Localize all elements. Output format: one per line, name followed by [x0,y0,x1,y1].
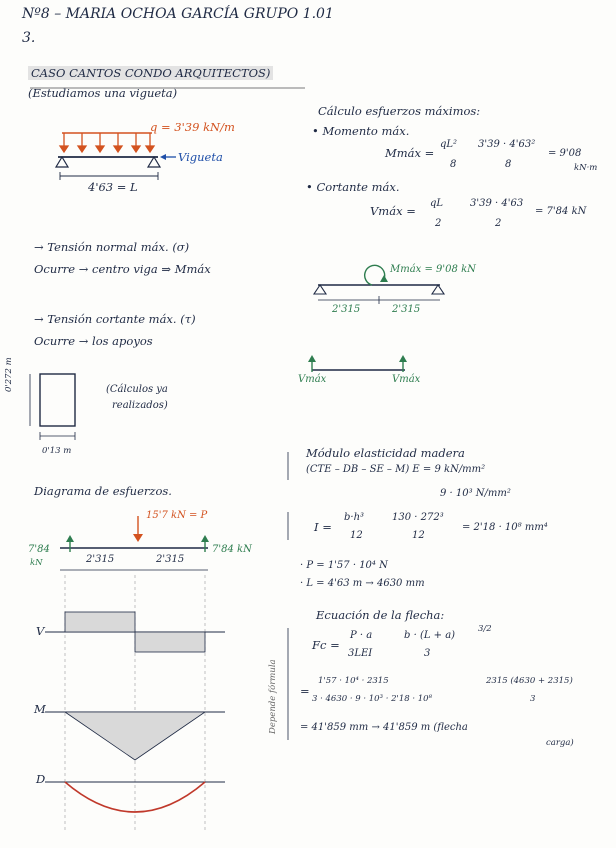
beam-span-label: 4'63 = L [88,180,138,194]
reaction-right-label: Vmáx [392,374,421,385]
inertia-values-den: 12 [412,530,425,541]
deflection-paren-den: 3 [424,648,431,659]
shear-result: = 7'84 kN [535,206,587,217]
effort-diagram-sketch [45,516,225,830]
reaction-left-unit: kN [30,558,43,568]
shear-title: • Cortante máx. [306,180,400,194]
deflection-exponent: 3/2 [478,624,492,634]
moment-values-den: 8 [505,159,512,170]
inertia-lhs: I = [314,520,332,534]
shear-values-den: 2 [495,218,502,229]
moment-formula-num: qL² [440,139,458,150]
deflection-values-paren-den: 3 [530,694,536,704]
student-header: Nº8 – MARIA OCHOA GARCÍA GRUPO 1.01 [22,6,334,22]
section-note-1: (Cálculos ya [106,384,168,395]
deflection-formula-num: P · a [350,630,373,641]
section-width: 0'13 m [42,446,72,456]
reactions-sketch [308,355,407,372]
shear-formula-den: 2 [435,218,442,229]
normal-stress-where: Ocurre → centro viga ⇒ Mmáx [34,262,211,276]
shear-formula-num: qL [430,198,444,209]
moment-half2: 2'315 [392,304,421,315]
deflection-values-num: 1'57 · 10⁴ · 2315 [318,676,389,686]
row-v-label: V [36,624,45,638]
row-d-label: D [36,772,46,786]
deflection-result: = 41'859 mm → 41'859 m (flecha [300,722,468,733]
shear-lhs: Vmáx = [370,204,416,218]
inertia-result: = 2'18 · 10⁸ mm⁴ [462,522,548,533]
inertia-values-num: 130 · 272³ [392,512,444,523]
cross-section-sketch [30,374,75,440]
deflection-values-den: 3 · 4630 · 9 · 10³ · 2'18 · 10⁸ [312,694,432,704]
inertia-formula-num: b·h³ [344,512,365,523]
moment-half1: 2'315 [332,304,361,315]
elasticity-title: Módulo elasticidad madera [306,446,465,460]
section-height: 0'272 m [4,357,14,392]
shear-stress-where: Ocurre → los apoyos [34,334,153,348]
l-value: · L = 4'63 m → 4630 mm [300,578,425,589]
effort-half1: 2'315 [86,554,115,565]
moment-title: • Momento máx. [312,124,410,138]
row-m-label: M [34,702,46,716]
normal-stress-note: → Tensión normal máx. (σ) [34,240,190,254]
point-load-label: 15'7 kN = P [146,510,208,521]
deflection-title: Ecuación de la flecha: [316,608,445,622]
vigueta-label: Vigueta [178,150,223,164]
deflection-values-paren-num: 2315 (4630 + 2315) [486,676,573,686]
moment-formula-den: 8 [450,159,457,170]
p-value: · P = 1'57 · 10⁴ N [300,560,388,571]
exercise-number: 3. [22,30,36,46]
case-title: CASO CANTOS CONDO ARQUITECTOS) [28,66,273,80]
shear-stress-note: → Tensión cortante máx. (τ) [34,312,196,326]
moment-result: = 9'08 [548,148,582,159]
moment-values-num: 3'39 · 4'63² [478,139,536,150]
moment-lhs: Mmáx = [385,146,435,160]
side-note: Depende fórmula [268,659,278,734]
section-note-2: realizados) [112,400,168,411]
elasticity-reference: (CTE – DB – SE – M) E = 9 kN/mm² [306,464,486,475]
distributed-load-label: q = 3'39 kN/m [150,120,235,134]
deflection-eq: = [300,684,310,698]
elasticity-value: 9 · 10³ N/mm² [440,488,511,499]
moment-units: kN·m [574,163,598,173]
reaction-right-value: 7'84 kN [212,544,252,555]
shear-values-num: 3'39 · 4'63 [470,198,524,209]
deflection-formula-den: 3LEI [348,648,373,659]
inertia-formula-den: 12 [350,530,363,541]
moment-max-label: Mmáx = 9'08 kN [390,264,476,275]
deflection-paren-num: b · (L + a) [404,630,456,641]
beam-distributed-load-sketch [56,133,176,180]
deflection-result-note: carga) [546,738,574,748]
max-effort-heading: Cálculo esfuerzos máximos: [318,104,481,118]
reaction-left-value: 7'84 [28,544,50,555]
effort-half2: 2'315 [156,554,185,565]
deflection-lhs: Fc = [312,638,340,652]
effort-diagram-title: Diagrama de esfuerzos. [34,484,172,498]
reaction-left-label: Vmáx [298,374,327,385]
case-subtitle: (Estudiamos una vigueta) [28,86,178,100]
